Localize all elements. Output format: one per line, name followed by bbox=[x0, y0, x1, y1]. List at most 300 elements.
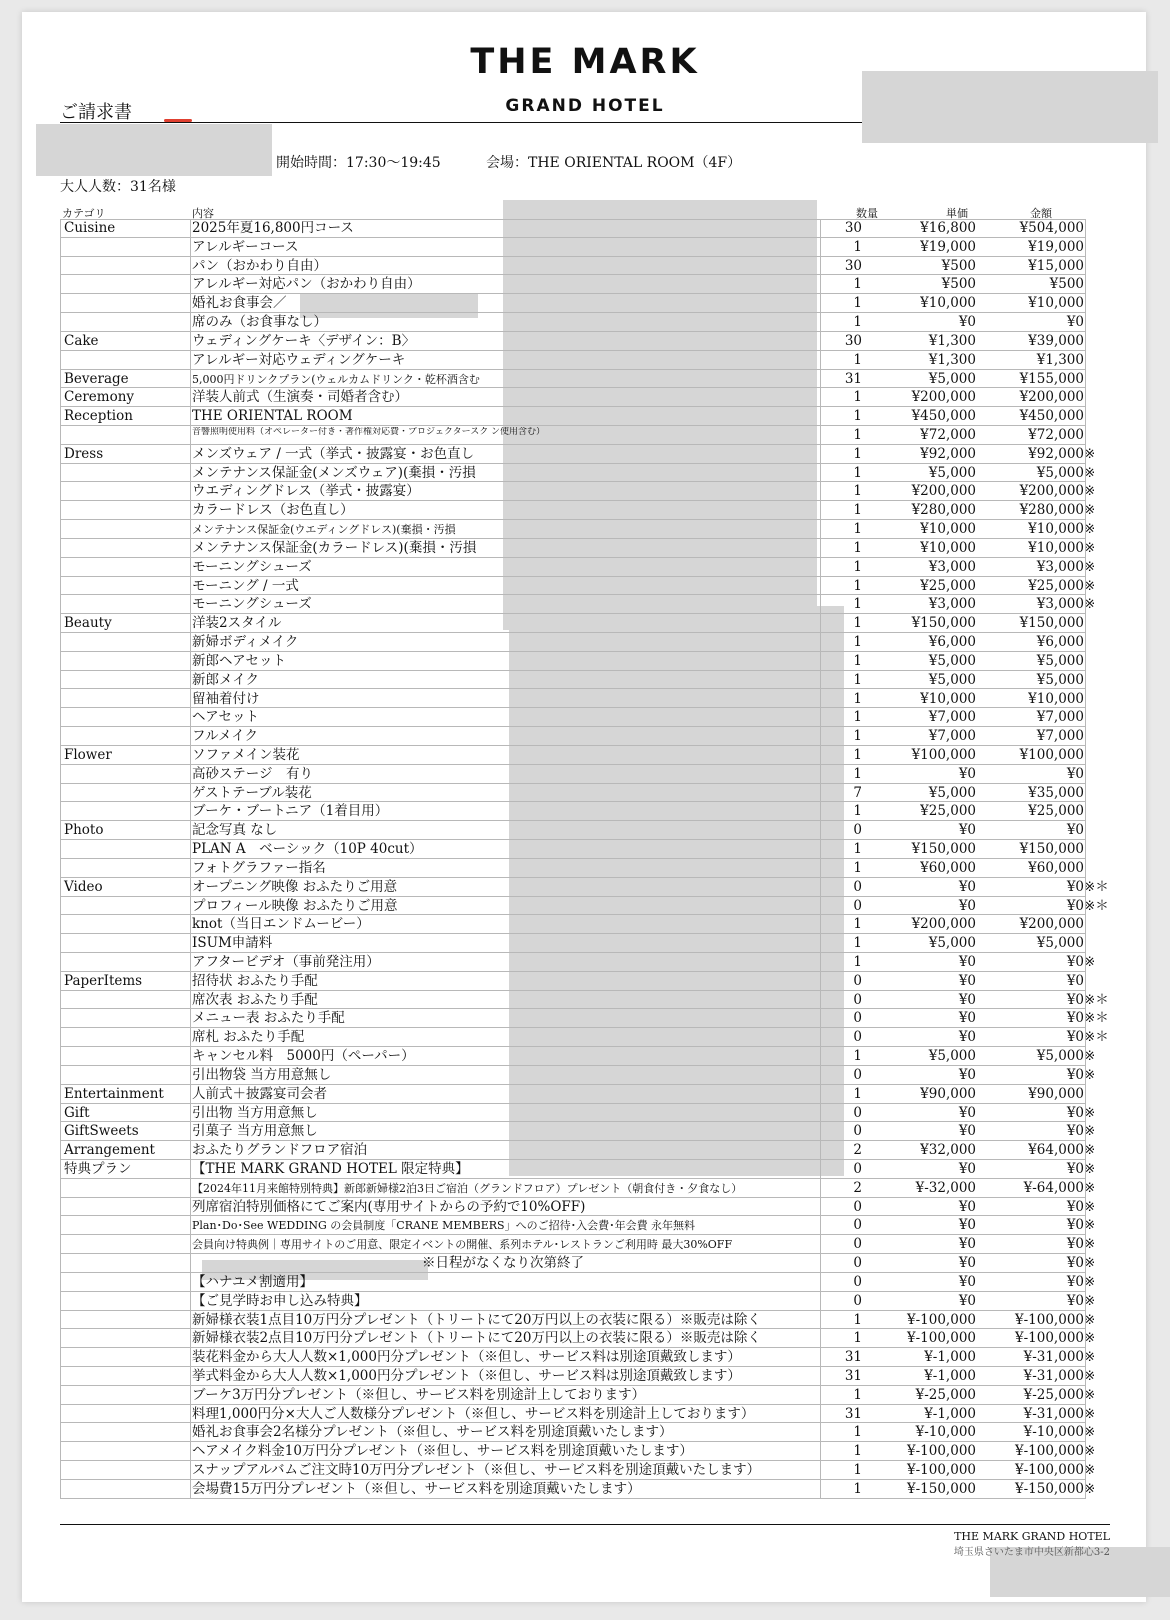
table-row bbox=[60, 1066, 1096, 1085]
row-category: Video bbox=[64, 878, 103, 895]
row-amount: ¥200,000 bbox=[1019, 916, 1084, 933]
row-note-mark: ※ bbox=[1084, 1179, 1096, 1196]
row-category: Gift bbox=[64, 1104, 90, 1121]
column-header-amount: 金額 bbox=[1030, 207, 1052, 220]
table-row bbox=[60, 1160, 1096, 1179]
row-category: Beauty bbox=[64, 615, 112, 632]
row-unit-price: ¥280,000 bbox=[911, 502, 976, 519]
row-quantity: 31 bbox=[844, 370, 862, 387]
table-row bbox=[60, 859, 1085, 878]
row-description: ISUM申請料 bbox=[192, 935, 273, 952]
row-quantity: 0 bbox=[853, 1255, 862, 1272]
row-quantity: 1 bbox=[853, 1330, 862, 1347]
column-header-category: カテゴリ bbox=[62, 207, 106, 220]
row-amount: ¥25,000 bbox=[1028, 577, 1084, 594]
row-amount: ¥3,000 bbox=[1036, 558, 1084, 575]
row-amount: ¥0 bbox=[1066, 765, 1084, 782]
table-column-line bbox=[1085, 219, 1086, 1499]
row-amount: ¥0 bbox=[1066, 1010, 1084, 1027]
row-unit-price: ¥5,000 bbox=[928, 671, 976, 688]
table-row bbox=[60, 464, 1096, 483]
row-amount: ¥5,000 bbox=[1036, 1048, 1084, 1065]
row-quantity: 0 bbox=[853, 1104, 862, 1121]
row-description: 留袖着付け bbox=[192, 690, 260, 707]
row-description: フルメイク bbox=[192, 728, 259, 745]
table-row bbox=[60, 577, 1096, 596]
row-note-mark: ※＊ bbox=[1084, 897, 1109, 914]
row-description: ※日程がなくなり次第終了 bbox=[422, 1255, 584, 1272]
table-row bbox=[60, 520, 1096, 539]
row-unit-price: ¥25,000 bbox=[920, 803, 976, 820]
row-quantity: 1 bbox=[853, 916, 862, 933]
row-unit-price: ¥90,000 bbox=[920, 1085, 976, 1102]
table-row bbox=[60, 370, 1085, 389]
table-row bbox=[60, 915, 1085, 934]
row-description: モーニングシューズ bbox=[192, 558, 312, 575]
row-description: おふたりグランドフロア宿泊 bbox=[192, 1142, 368, 1159]
row-quantity: 2 bbox=[853, 1179, 862, 1196]
row-quantity: 31 bbox=[844, 1405, 862, 1422]
table-row bbox=[60, 558, 1096, 577]
table-row bbox=[60, 1329, 1096, 1348]
row-description: フォトグラファー指名 bbox=[192, 859, 326, 876]
row-note-mark: ※ bbox=[1084, 1123, 1096, 1140]
row-amount: ¥90,000 bbox=[1028, 1085, 1084, 1102]
row-note-mark: ※ bbox=[1084, 1405, 1096, 1422]
row-note-mark: ※ bbox=[1084, 1368, 1096, 1385]
row-note-mark: ※ bbox=[1084, 596, 1096, 613]
row-quantity: 7 bbox=[853, 784, 862, 801]
row-unit-price: ¥0 bbox=[958, 1010, 976, 1027]
row-unit-price: ¥5,000 bbox=[928, 652, 976, 669]
row-amount: ¥15,000 bbox=[1028, 257, 1084, 274]
row-quantity: 0 bbox=[853, 1066, 862, 1083]
row-unit-price: ¥16,800 bbox=[920, 220, 976, 236]
table-row bbox=[60, 219, 1085, 238]
row-note-mark: ※＊ bbox=[1084, 1029, 1109, 1046]
row-description: 会場費15万円分プレゼント（※但し、サービス料を別途頂戴いたします） bbox=[192, 1480, 641, 1497]
redaction-box bbox=[36, 124, 272, 176]
row-quantity: 1 bbox=[853, 1048, 862, 1065]
row-description: 【2024年11月来館特別特典】新郎新婦様2泊3日ご宿泊（グランドフロア）プレゼント（朝食付き・夕食なし） bbox=[192, 1181, 743, 1195]
row-unit-price: ¥0 bbox=[958, 1123, 976, 1140]
row-quantity: 1 bbox=[853, 521, 862, 538]
row-amount: ¥0 bbox=[1066, 822, 1084, 839]
row-unit-price: ¥3,000 bbox=[928, 596, 976, 613]
row-quantity: 1 bbox=[853, 1462, 862, 1479]
row-description: カラードレス（お色直し） bbox=[192, 502, 354, 519]
row-unit-price: ¥-32,000 bbox=[915, 1179, 976, 1196]
row-quantity: 1 bbox=[853, 295, 862, 312]
row-category: Arrangement bbox=[64, 1142, 155, 1159]
row-quantity: 0 bbox=[853, 972, 862, 989]
row-amount: ¥0 bbox=[1066, 878, 1084, 895]
row-category: GiftSweets bbox=[64, 1123, 139, 1140]
row-quantity: 30 bbox=[844, 332, 862, 349]
row-unit-price: ¥0 bbox=[958, 1255, 976, 1272]
table-row bbox=[60, 1235, 1096, 1254]
row-amount: ¥0 bbox=[1066, 1217, 1084, 1234]
table-row bbox=[60, 765, 1085, 784]
row-quantity: 1 bbox=[853, 1311, 862, 1328]
row-quantity: 1 bbox=[853, 634, 862, 651]
row-unit-price: ¥7,000 bbox=[928, 709, 976, 726]
row-description: 【ご見学時お申し込み特典】 bbox=[192, 1292, 368, 1309]
row-description: メンテナンス保証金(カラードレス)(棄損・汚損 bbox=[192, 539, 477, 556]
row-amount: ¥-100,000 bbox=[1015, 1462, 1084, 1479]
row-unit-price: ¥92,000 bbox=[920, 445, 976, 462]
row-quantity: 1 bbox=[853, 596, 862, 613]
row-description: PLAN A ベーシック（10P 40cut） bbox=[192, 841, 423, 858]
table-row bbox=[60, 671, 1085, 690]
row-quantity: 1 bbox=[853, 652, 862, 669]
table-row bbox=[60, 1311, 1096, 1330]
row-description: 婚礼お食事会／ bbox=[192, 295, 287, 312]
row-unit-price: ¥-100,000 bbox=[907, 1462, 976, 1479]
row-description: キャンセル料 5000円（ペーパー） bbox=[192, 1048, 415, 1065]
row-description: 引菓子 当方用意無し bbox=[192, 1123, 318, 1140]
row-amount: ¥7,000 bbox=[1036, 709, 1084, 726]
row-amount: ¥10,000 bbox=[1028, 521, 1084, 538]
row-description: 招待状 おふたり手配 bbox=[192, 972, 318, 989]
row-amount: ¥0 bbox=[1066, 314, 1084, 331]
table-row bbox=[60, 445, 1096, 464]
row-unit-price: ¥10,000 bbox=[920, 295, 976, 312]
table-row bbox=[60, 1104, 1096, 1123]
row-amount: ¥39,000 bbox=[1028, 332, 1084, 349]
row-quantity: 1 bbox=[853, 841, 862, 858]
row-amount: ¥-100,000 bbox=[1015, 1443, 1084, 1460]
row-description: メンテナンス保証金(ウエディングドレス)(棄損・汚損 bbox=[192, 523, 456, 537]
footer-hotel-name: THE MARK GRAND HOTEL bbox=[954, 1530, 1110, 1543]
row-quantity: 30 bbox=[844, 257, 862, 274]
row-unit-price: ¥450,000 bbox=[911, 408, 976, 425]
title-rule bbox=[60, 122, 862, 123]
footer-rule bbox=[60, 1524, 1110, 1525]
row-description: オープニング映像 おふたりご用意 bbox=[192, 878, 398, 895]
row-quantity: 1 bbox=[853, 1480, 862, 1497]
row-note-mark: ※ bbox=[1084, 1236, 1096, 1253]
row-unit-price: ¥150,000 bbox=[911, 841, 976, 858]
row-amount: ¥7,000 bbox=[1036, 728, 1084, 745]
row-unit-price: ¥72,000 bbox=[920, 427, 976, 444]
row-unit-price: ¥5,000 bbox=[928, 784, 976, 801]
row-amount: ¥0 bbox=[1066, 897, 1084, 914]
row-description: ヘアセット bbox=[192, 709, 259, 726]
row-unit-price: ¥0 bbox=[958, 878, 976, 895]
row-note-mark: ※ bbox=[1084, 953, 1096, 970]
row-description: モーニングシューズ bbox=[192, 596, 312, 613]
table-row bbox=[60, 1367, 1096, 1386]
row-quantity: 1 bbox=[853, 671, 862, 688]
row-amount: ¥0 bbox=[1066, 1198, 1084, 1215]
row-quantity: 1 bbox=[853, 709, 862, 726]
row-unit-price: ¥-100,000 bbox=[907, 1311, 976, 1328]
row-amount: ¥1,300 bbox=[1036, 351, 1084, 368]
row-category: Dress bbox=[64, 445, 104, 462]
table-row bbox=[60, 407, 1085, 426]
row-description: knot（当日エンドムービー） bbox=[192, 916, 370, 933]
row-description: 洋装人前式（生演奏・司婚者含む） bbox=[192, 389, 408, 406]
row-quantity: 1 bbox=[853, 935, 862, 952]
row-description: 2025年夏16,800円コース bbox=[192, 220, 354, 236]
table-row bbox=[60, 1141, 1096, 1160]
row-note-mark: ※ bbox=[1084, 502, 1096, 519]
row-description: 席のみ（お食事なし） bbox=[192, 314, 327, 331]
row-description: 新郎ヘアセット bbox=[192, 652, 286, 669]
row-unit-price: ¥0 bbox=[958, 1104, 976, 1121]
row-amount: ¥504,000 bbox=[1019, 220, 1084, 236]
row-quantity: 1 bbox=[853, 728, 862, 745]
row-amount: ¥150,000 bbox=[1019, 841, 1084, 858]
row-description: 会員向け特典例｜専用サイトのご用意、限定イベントの開催、系列ホテル･レストランご利用時 最大30%OFF bbox=[192, 1238, 733, 1252]
table-row bbox=[60, 802, 1085, 821]
row-note-mark: ※ bbox=[1084, 1349, 1096, 1366]
row-unit-price: ¥10,000 bbox=[920, 690, 976, 707]
table-row bbox=[60, 953, 1096, 972]
row-description: 洋装2スタイル bbox=[192, 615, 282, 632]
row-description: 人前式＋披露宴司会者 bbox=[192, 1085, 327, 1102]
row-unit-price: ¥6,000 bbox=[928, 634, 976, 651]
row-quantity: 1 bbox=[853, 1424, 862, 1441]
column-header-qty: 数量 bbox=[856, 207, 878, 220]
row-amount: ¥10,000 bbox=[1028, 690, 1084, 707]
row-quantity: 1 bbox=[853, 765, 862, 782]
row-note-mark: ※ bbox=[1084, 1443, 1096, 1460]
row-note-mark: ※ bbox=[1084, 1480, 1096, 1497]
table-row bbox=[60, 294, 1085, 313]
row-unit-price: ¥0 bbox=[958, 991, 976, 1008]
row-unit-price: ¥0 bbox=[958, 1198, 976, 1215]
row-quantity: 1 bbox=[853, 558, 862, 575]
row-quantity: 1 bbox=[853, 464, 862, 481]
table-row bbox=[60, 1292, 1096, 1311]
row-description: 新婦様衣装2点目10万円分プレゼント（トリートにて20万円以上の衣装に限る）※販売は除く bbox=[192, 1330, 761, 1347]
row-note-mark: ※ bbox=[1084, 1048, 1096, 1065]
row-category: Cake bbox=[64, 332, 99, 349]
row-amount: ¥200,000 bbox=[1019, 389, 1084, 406]
row-quantity: 0 bbox=[853, 897, 862, 914]
row-unit-price: ¥0 bbox=[958, 1161, 976, 1177]
table-row bbox=[60, 1198, 1096, 1217]
row-note-mark: ※ bbox=[1084, 445, 1096, 462]
row-amount: ¥0 bbox=[1066, 1161, 1084, 1177]
row-amount: ¥72,000 bbox=[1028, 427, 1084, 444]
row-note-mark: ※ bbox=[1084, 1311, 1096, 1328]
row-note-mark: ※＊ bbox=[1084, 878, 1109, 895]
row-quantity: 1 bbox=[853, 1085, 862, 1102]
table-top-line bbox=[60, 219, 1085, 220]
row-quantity: 0 bbox=[853, 1217, 862, 1234]
row-description: 【THE MARK GRAND HOTEL 限定特典】 bbox=[192, 1161, 469, 1177]
row-description: メニュー表 おふたり手配 bbox=[192, 1010, 345, 1027]
table-row bbox=[60, 388, 1085, 407]
table-row bbox=[60, 595, 1096, 614]
row-description: ウェディングケーキ〈デザイン：B〉 bbox=[192, 332, 416, 349]
table-row bbox=[60, 878, 1109, 897]
row-category: Ceremony bbox=[64, 389, 135, 406]
table-row bbox=[60, 1009, 1109, 1028]
row-quantity: 1 bbox=[853, 803, 862, 820]
row-amount: ¥64,000 bbox=[1028, 1142, 1084, 1159]
row-amount: ¥19,000 bbox=[1028, 238, 1084, 255]
row-amount: ¥5,000 bbox=[1036, 935, 1084, 952]
table-row bbox=[60, 746, 1085, 765]
row-category: PaperItems bbox=[64, 972, 143, 989]
row-category: Entertainment bbox=[64, 1085, 164, 1102]
row-category: Photo bbox=[64, 822, 104, 839]
table-row bbox=[60, 1122, 1096, 1141]
row-quantity: 1 bbox=[853, 1386, 862, 1403]
table-row bbox=[60, 784, 1085, 803]
row-unit-price: ¥19,000 bbox=[920, 238, 976, 255]
table-column-line bbox=[60, 219, 61, 1499]
start-time: 開始時間：17:30～19:45 bbox=[276, 155, 441, 171]
row-amount: ¥0 bbox=[1066, 1104, 1084, 1121]
table-row bbox=[60, 897, 1109, 916]
venue: 会場：THE ORIENTAL ROOM（4F） bbox=[486, 155, 742, 171]
row-description: 記念写真 なし bbox=[192, 822, 278, 839]
row-unit-price: ¥3,000 bbox=[928, 558, 976, 575]
row-amount: ¥6,000 bbox=[1036, 634, 1084, 651]
row-description: 引出物袋 当方用意無し bbox=[192, 1066, 332, 1083]
brand-logo: THE MARK bbox=[470, 42, 700, 82]
row-quantity: 1 bbox=[853, 859, 862, 876]
table-row bbox=[60, 1442, 1096, 1461]
table-row bbox=[60, 351, 1085, 370]
row-amount: ¥0 bbox=[1066, 1066, 1084, 1083]
row-description: 料理1,000円分×大人ご人数様分プレゼント（※但し、サービス料を別途計上しております） bbox=[192, 1405, 755, 1422]
row-unit-price: ¥0 bbox=[958, 314, 976, 331]
row-quantity: 1 bbox=[853, 445, 862, 462]
row-amount: ¥0 bbox=[1066, 953, 1084, 970]
row-unit-price: ¥0 bbox=[958, 953, 976, 970]
row-quantity: 0 bbox=[853, 1292, 862, 1309]
row-note-mark: ※＊ bbox=[1084, 991, 1109, 1008]
row-unit-price: ¥32,000 bbox=[920, 1142, 976, 1159]
row-quantity: 1 bbox=[853, 408, 862, 425]
table-row bbox=[60, 1461, 1096, 1480]
row-quantity: 1 bbox=[853, 539, 862, 556]
row-amount: ¥25,000 bbox=[1028, 803, 1084, 820]
row-amount: ¥-100,000 bbox=[1015, 1330, 1084, 1347]
row-unit-price: ¥0 bbox=[958, 1066, 976, 1083]
row-unit-price: ¥0 bbox=[958, 1292, 976, 1309]
table-row bbox=[60, 257, 1085, 276]
row-amount: ¥100,000 bbox=[1019, 746, 1084, 763]
row-unit-price: ¥5,000 bbox=[928, 370, 976, 387]
row-unit-price: ¥5,000 bbox=[928, 1048, 976, 1065]
row-quantity: 1 bbox=[853, 238, 862, 255]
table-row bbox=[60, 332, 1085, 351]
row-unit-price: ¥-1,000 bbox=[924, 1368, 976, 1385]
row-amount: ¥-25,000 bbox=[1023, 1386, 1084, 1403]
row-unit-price: ¥5,000 bbox=[928, 935, 976, 952]
adult-count: 大人人数：31名様 bbox=[60, 179, 176, 195]
row-unit-price: ¥-25,000 bbox=[915, 1386, 976, 1403]
row-description: Plan･Do･See WEDDING の会員制度「CRANE MEMBERS」へのご招待･入会費･年会費 永年無料 bbox=[192, 1219, 696, 1233]
row-quantity: 1 bbox=[853, 351, 862, 368]
row-amount: ¥150,000 bbox=[1019, 615, 1084, 632]
row-note-mark: ※ bbox=[1084, 1330, 1096, 1347]
row-unit-price: ¥200,000 bbox=[911, 916, 976, 933]
row-category: Reception bbox=[64, 408, 133, 425]
row-amount: ¥5,000 bbox=[1036, 652, 1084, 669]
table-row bbox=[60, 1216, 1096, 1235]
row-unit-price: ¥0 bbox=[958, 822, 976, 839]
row-amount: ¥500 bbox=[1049, 276, 1084, 293]
row-unit-price: ¥-100,000 bbox=[907, 1330, 976, 1347]
row-note-mark: ※ bbox=[1084, 1104, 1096, 1121]
row-unit-price: ¥25,000 bbox=[920, 577, 976, 594]
table-row bbox=[60, 991, 1109, 1010]
row-amount: ¥5,000 bbox=[1036, 464, 1084, 481]
row-unit-price: ¥-1,000 bbox=[924, 1349, 976, 1366]
row-quantity: 0 bbox=[853, 1123, 862, 1140]
row-description: ヘアメイク料金10万円分プレゼント（※但し、サービス料を別途頂戴いたします） bbox=[192, 1443, 693, 1460]
row-quantity: 0 bbox=[853, 878, 862, 895]
row-quantity: 0 bbox=[853, 1010, 862, 1027]
table-row bbox=[60, 972, 1085, 991]
row-unit-price: ¥500 bbox=[941, 276, 976, 293]
brand-subtitle: GRAND HOTEL bbox=[505, 96, 665, 116]
row-description: ブーケ・ブートニア（1着目用） bbox=[192, 803, 389, 820]
table-row bbox=[60, 1480, 1096, 1499]
row-amount: ¥0 bbox=[1066, 991, 1084, 1008]
row-amount: ¥0 bbox=[1066, 1292, 1084, 1309]
row-amount: ¥-64,000 bbox=[1023, 1179, 1084, 1196]
table-row bbox=[60, 614, 1085, 633]
row-amount: ¥-31,000 bbox=[1023, 1368, 1084, 1385]
row-amount: ¥-31,000 bbox=[1023, 1349, 1084, 1366]
row-unit-price: ¥-100,000 bbox=[907, 1443, 976, 1460]
row-description: アレルギーコース bbox=[192, 238, 299, 255]
document-title: ご請求書 bbox=[60, 102, 132, 123]
row-description: アフタービデオ（事前発注用） bbox=[192, 953, 380, 970]
row-amount: ¥35,000 bbox=[1028, 784, 1084, 801]
row-category: 特典プラン bbox=[64, 1161, 132, 1177]
row-unit-price: ¥0 bbox=[958, 1217, 976, 1234]
row-description: アレルギー対応ウェディングケーキ bbox=[192, 351, 406, 368]
row-amount: ¥280,000 bbox=[1019, 502, 1084, 519]
row-description: ウエディングドレス（挙式・披露宴） bbox=[192, 483, 420, 500]
row-quantity: 0 bbox=[853, 822, 862, 839]
table-row bbox=[60, 633, 1085, 652]
row-note-mark: ※ bbox=[1084, 1424, 1096, 1441]
row-unit-price: ¥-1,000 bbox=[924, 1405, 976, 1422]
row-description: ソファメイン装花 bbox=[192, 746, 300, 763]
row-amount: ¥0 bbox=[1066, 1123, 1084, 1140]
table-row bbox=[60, 1348, 1096, 1367]
table-row bbox=[60, 313, 1085, 332]
row-unit-price: ¥100,000 bbox=[911, 746, 976, 763]
row-amount: ¥0 bbox=[1066, 1255, 1084, 1272]
table-column-line bbox=[820, 219, 821, 1499]
row-description: 高砂ステージ 有り bbox=[192, 765, 313, 782]
table-row bbox=[60, 1254, 1096, 1273]
row-quantity: 0 bbox=[853, 1029, 862, 1046]
row-unit-price: ¥5,000 bbox=[928, 464, 976, 481]
row-quantity: 1 bbox=[853, 389, 862, 406]
table-row bbox=[60, 690, 1085, 709]
table-row bbox=[60, 708, 1085, 727]
row-quantity: 1 bbox=[853, 577, 862, 594]
row-unit-price: ¥0 bbox=[958, 1273, 976, 1290]
row-unit-price: ¥200,000 bbox=[911, 483, 976, 500]
row-quantity: 1 bbox=[853, 502, 862, 519]
row-note-mark: ※ bbox=[1084, 558, 1096, 575]
row-amount: ¥-10,000 bbox=[1023, 1424, 1084, 1441]
